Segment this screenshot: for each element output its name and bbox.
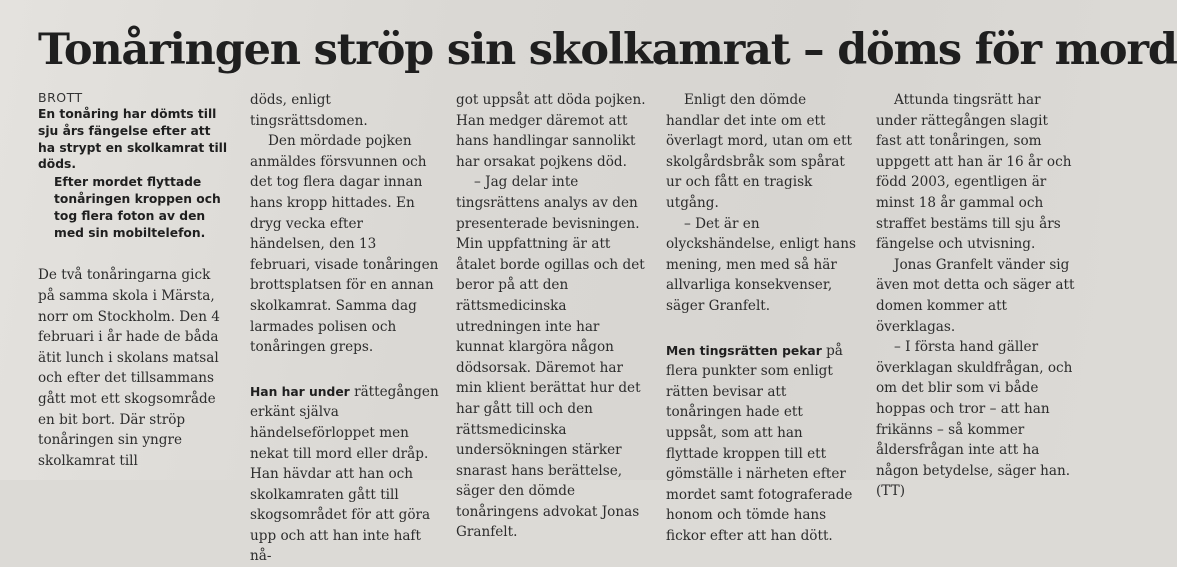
article-column-3 xyxy=(456,90,648,541)
subheading-runin: Men tingsrätten pekar xyxy=(666,343,822,358)
body-paragraph: Attunda tingsrätt har under rättegången slagit fast att tonåringen, som uppgett att han är 16 år och född 2003, egentligen är minst 18 år gammal och straffet bestäms till sju års fängelse och utvisning. xyxy=(876,92,1072,253)
article-column-2 xyxy=(250,90,440,565)
body-paragraph: Enligt den dömde handlar det inte om ett överlagt mord, utan om ett skolgårdsbråk som spårat ur och fått en tragisk utgång. xyxy=(666,92,853,211)
body-paragraph: – I första hand gäller överklagan skuldfrågan, och om det blir som vi både hoppas och tror – att han frikänns – så kommer åldersfrågan inte att ha någon betydelse, säger han. (TT) xyxy=(876,339,1073,500)
article-column-1 xyxy=(38,90,228,469)
section-kicker: BROTT xyxy=(38,90,83,105)
body-paragraph: på flera punkter som enligt rätten bevisar att tonåringen hade ett uppsåt, som att han flyttade kroppen till ett gömställe i närheten efter mordet samt fotograferade honom och tömde hans fickor efter att han dött. xyxy=(666,342,853,544)
article-column-5 xyxy=(876,90,1076,500)
body-paragraph: Jonas Granfelt vänder sig även mot detta och säger att domen kommer att överklagas. xyxy=(876,256,1075,335)
body-paragraph: De två tonåringarna gick på samma skola i Märsta, norr om Stockholm. Den 4 februari i år hade de båda ätit lunch i skolans matsal och efter det tillsammans gått mot ett skogsområde en bit bort. Där ströp tonåringen sin yngre skolkamrat till xyxy=(38,267,220,469)
body-paragraph: got uppsåt att döda pojken. Han medger däremot att hans handlingar sannolikt har orsakat pojkens död. xyxy=(456,92,646,170)
article-headline: Tonåringen ströp sin skolkamrat – döms för mord xyxy=(38,25,1177,75)
body-paragraph: Den mördade pojken anmäldes försvunnen och det tog flera dagar innan hans kropp hittades. En dryg vecka efter händelsen, den 13 februari, visade tonåringen brottsplatsen för en annan skolkamrat. Samma dag larmades polisen och tonåringen greps. xyxy=(250,133,439,356)
article-column-4 xyxy=(666,90,858,544)
body-paragraph: – Jag delar inte tingsrättens analys av den presenterade bevisningen. Min uppfattning är att åtalet borde ogillas och det beror på att den rättsmedicinska utredningen inte har kunnat klargöra någon dödsorsak. Däremot har min klient berättat hur det har gått till och den rättsmedicinska undersökningen stärker snarast hans berättelse, säger den dömde tonåringens advokat Jonas Granfelt. xyxy=(456,174,645,541)
article-lead-paragraph-2: Efter mordet flyttade tonåringen kroppen och tog flera foton av den med sin mobiltelefon. xyxy=(54,175,221,240)
body-paragraph: rättegången erkänt själva händelseförloppet men nekat till mord eller dråp. Han hävdar att han och skolkamraten gått till skogsområdet för att göra upp och att han inte haft nå- xyxy=(250,383,439,565)
body-paragraph: döds, enligt tingsrättsdomen. xyxy=(250,92,368,129)
article-lead-paragraph: En tonåring har dömts till sju års fängelse efter att ha strypt en skolkamrat till döds. xyxy=(38,107,228,172)
subheading-runin: Han har under xyxy=(250,384,350,399)
body-paragraph: – Det är en olyckshändelse, enligt hans mening, men med så här allvarliga konsekvenser, säger Granfelt. xyxy=(666,215,856,314)
